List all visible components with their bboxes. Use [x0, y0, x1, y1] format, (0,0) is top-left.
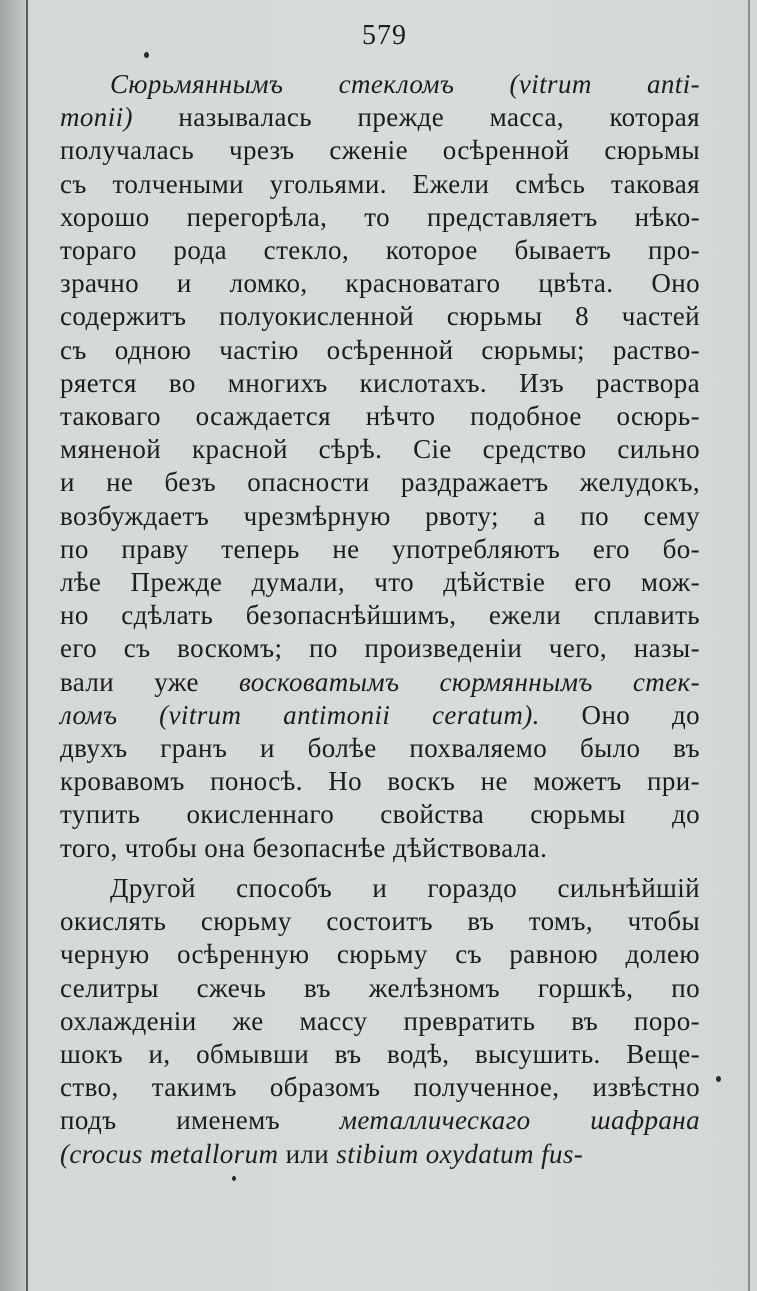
text-run: его съ воскомъ; по произведеніи чего, назы-	[60, 633, 700, 663]
text-run: лѣе Прежде думали, что дѣйствіе его мож-	[60, 567, 700, 597]
italic-run: stibium oxydatum fus-	[336, 1139, 584, 1169]
text-run: тупить окисленнаго свойства сюрьмы до	[60, 799, 700, 829]
text-line	[60, 699, 700, 731]
gutter-shadow	[0, 0, 26, 1291]
text-line	[60, 300, 700, 332]
text-line	[60, 765, 700, 797]
text-line	[60, 367, 700, 399]
italic-run: ломъ (vitrum antimonii ceratum).	[60, 700, 540, 730]
text-run: по праву теперь не употребляютъ его бо-	[60, 534, 700, 564]
ink-speck	[716, 1076, 721, 1082]
text-run: возбуждаетъ чрезмѣрную рвоту; а по сему	[60, 501, 700, 531]
text-run: шокъ и, обмывши въ водѣ, высушить. Веще-	[60, 1039, 700, 1069]
text-line	[60, 466, 700, 498]
text-run: кровавомъ поносѣ. Но воскъ не можетъ при-	[60, 766, 700, 796]
binding-edge	[26, 0, 28, 1291]
text-line	[60, 400, 700, 432]
text-line	[60, 433, 700, 465]
text-run: мяненой красной сѣрѣ. Сіе средство сильно	[60, 434, 700, 464]
text-line	[60, 798, 700, 830]
text-run: съ одною частію осѣренной сюрьмы; раство-	[60, 335, 700, 365]
text-line	[60, 972, 700, 1004]
text-run: Другой способъ и гораздо сильнѣйшій	[110, 873, 700, 903]
text-run: ряется во многихъ кислотахъ. Изъ раствора	[60, 368, 700, 398]
text-run: зрачно и ломко, красноватаго цвѣта. Оно	[60, 268, 700, 298]
text-line	[60, 234, 700, 266]
italic-run: (crocus metallorum	[60, 1139, 279, 1169]
text-line	[60, 533, 700, 565]
page-edge	[748, 0, 750, 1291]
text-line	[110, 68, 700, 100]
text-run: двухъ гранъ и болѣе похваляемо было въ	[60, 733, 700, 763]
text-run: таковаго осаждается нѣчто подобное осюрь-	[60, 401, 700, 431]
text-run: съ толчеными угольями. Ежели смѣсь таковая	[60, 169, 700, 199]
text-run: содержитъ полуокисленной сюрьмы 8 частей	[60, 301, 700, 331]
text-line	[60, 832, 700, 864]
text-run: или	[278, 1139, 337, 1169]
text-line	[60, 334, 700, 366]
text-line	[110, 872, 700, 904]
text-line	[60, 1038, 700, 1070]
italic-run: Сюрьмяннымъ стекломъ (vitrum anti-	[110, 69, 700, 99]
text-line	[60, 1104, 700, 1136]
ink-speck	[232, 1176, 236, 1181]
italic-run: восковатымъ сюрмяннымъ стек-	[238, 667, 700, 697]
text-line	[60, 732, 700, 764]
text-line	[60, 168, 700, 200]
text-run: получалась чрезъ сженіе осѣренной сюрьмы	[60, 135, 700, 165]
text-line	[60, 500, 700, 532]
text-line	[60, 1138, 700, 1170]
text-run: селитры сжечь въ желѣзномъ горшкѣ, по	[60, 973, 700, 1003]
text-line	[60, 666, 700, 698]
text-line	[60, 101, 700, 133]
text-line	[60, 1005, 700, 1037]
text-run: охлажденіи же массу превратить въ поро-	[60, 1006, 700, 1036]
text-run: хорошо перегорѣла, то представляетъ нѣко-	[60, 202, 700, 232]
text-line	[60, 905, 700, 937]
text-run: и не безъ опасности раздражаетъ желудокъ,	[60, 467, 700, 497]
text-run: Оно до	[539, 700, 700, 730]
text-run: того, чтобы она безопаснѣе дѣйствовала.	[60, 833, 548, 863]
text-run: но сдѣлать безопаснѣйшимъ, ежели сплавить	[60, 600, 700, 630]
text-run: подъ именемъ	[60, 1105, 340, 1135]
text-line	[60, 599, 700, 631]
text-line	[60, 938, 700, 970]
italic-run: monii)	[60, 102, 133, 132]
text-run: ство, такимъ образомъ полученное, извѣстно	[60, 1072, 700, 1102]
text-line	[60, 267, 700, 299]
page-number: 579	[362, 20, 407, 51]
text-run: называлась прежде масса, которая	[132, 102, 700, 132]
italic-run: металлическаго шафрана	[339, 1105, 700, 1135]
text-line	[60, 134, 700, 166]
text-run: тораго рода стекло, которое бываетъ про-	[60, 235, 700, 265]
text-line	[60, 632, 700, 664]
text-run: окислять сюрьму состоитъ въ томъ, чтобы	[60, 906, 700, 936]
text-line	[60, 201, 700, 233]
text-line	[60, 1071, 700, 1103]
text-run: черную осѣренную сюрьму съ равною долею	[60, 939, 700, 969]
text-line	[60, 566, 700, 598]
ink-speck	[144, 52, 149, 58]
text-run: вали уже	[60, 667, 239, 697]
